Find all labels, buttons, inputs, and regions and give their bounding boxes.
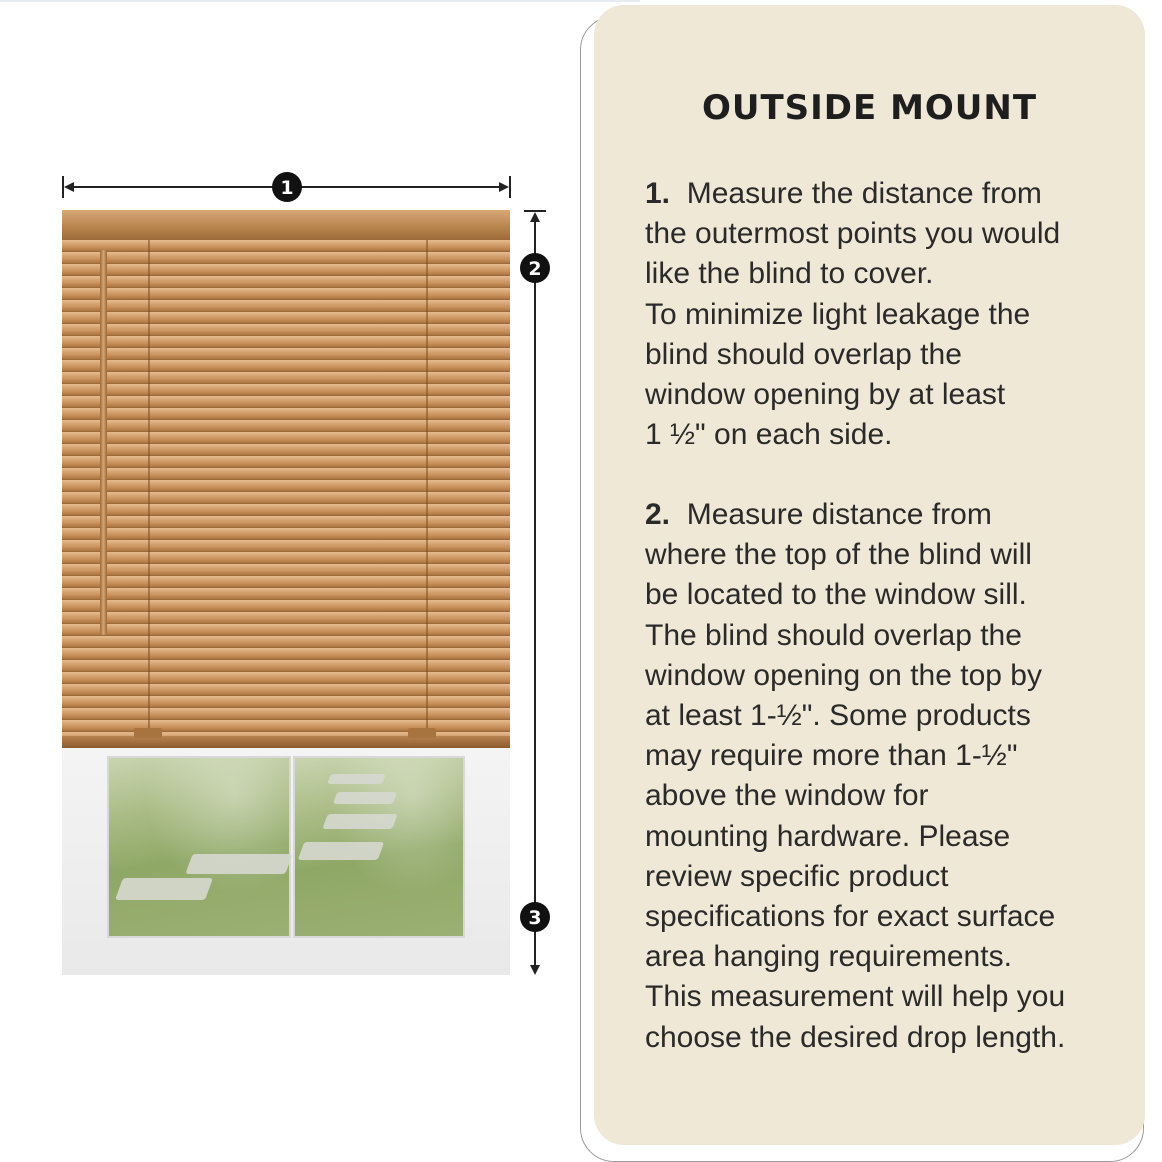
arrow-left-icon bbox=[64, 182, 74, 192]
step-1-line: 1. Measure the distance from bbox=[645, 177, 1042, 210]
step-1-line: window opening by at least bbox=[645, 378, 1006, 412]
step-2-line: where the top of the blind will bbox=[645, 538, 1032, 572]
blind-illustration bbox=[0, 0, 580, 1162]
marker-1-label: 1 bbox=[280, 177, 294, 199]
step-2-line: above the window for bbox=[645, 779, 929, 813]
step-2-line: mounting hardware. Please bbox=[645, 819, 1011, 853]
marker-3 bbox=[520, 902, 550, 932]
step-2-line: may require more than 1-½" bbox=[645, 739, 1018, 773]
panel-title: OUTSIDE MOUNT bbox=[701, 88, 1038, 128]
arrow-up-icon bbox=[530, 212, 540, 222]
step-2-line: specifications for exact surface bbox=[645, 900, 1056, 934]
step-2-line: be located to the window sill. bbox=[645, 578, 1027, 612]
arrow-right-icon bbox=[499, 182, 509, 192]
step-2-line: The blind should overlap the bbox=[645, 618, 1022, 652]
step-1-line: the outermost points you would bbox=[645, 217, 1061, 251]
dimension-lines bbox=[0, 0, 580, 1162]
marker-2-label: 2 bbox=[528, 258, 542, 280]
marker-1 bbox=[272, 172, 302, 202]
step-2-line: This measurement will help you bbox=[645, 980, 1066, 1014]
step-1-line: To minimize light leakage the bbox=[645, 297, 1031, 331]
step-2 bbox=[645, 495, 1125, 1058]
marker-2 bbox=[520, 253, 550, 283]
step-2-line: area hanging requirements. bbox=[645, 940, 1012, 974]
step-1-line: like the blind to cover. bbox=[645, 257, 934, 291]
step-2-line: at least 1-½". Some products bbox=[645, 699, 1031, 733]
step-1-number: 1. bbox=[645, 177, 671, 210]
step-1 bbox=[645, 174, 1125, 455]
step-2-line: review specific product bbox=[645, 859, 949, 893]
step-2-line: choose the desired drop length. bbox=[645, 1020, 1066, 1054]
arrow-down-icon bbox=[530, 965, 540, 975]
step-1-line: 1 ½" on each side. bbox=[645, 418, 893, 452]
step-2-line: window opening on the top by bbox=[645, 658, 1042, 692]
marker-3-label: 3 bbox=[528, 907, 542, 929]
step-2-number: 2. bbox=[645, 498, 671, 531]
step-1-line: blind should overlap the bbox=[645, 337, 962, 371]
step-2-line: 2. Measure distance from bbox=[645, 498, 992, 531]
